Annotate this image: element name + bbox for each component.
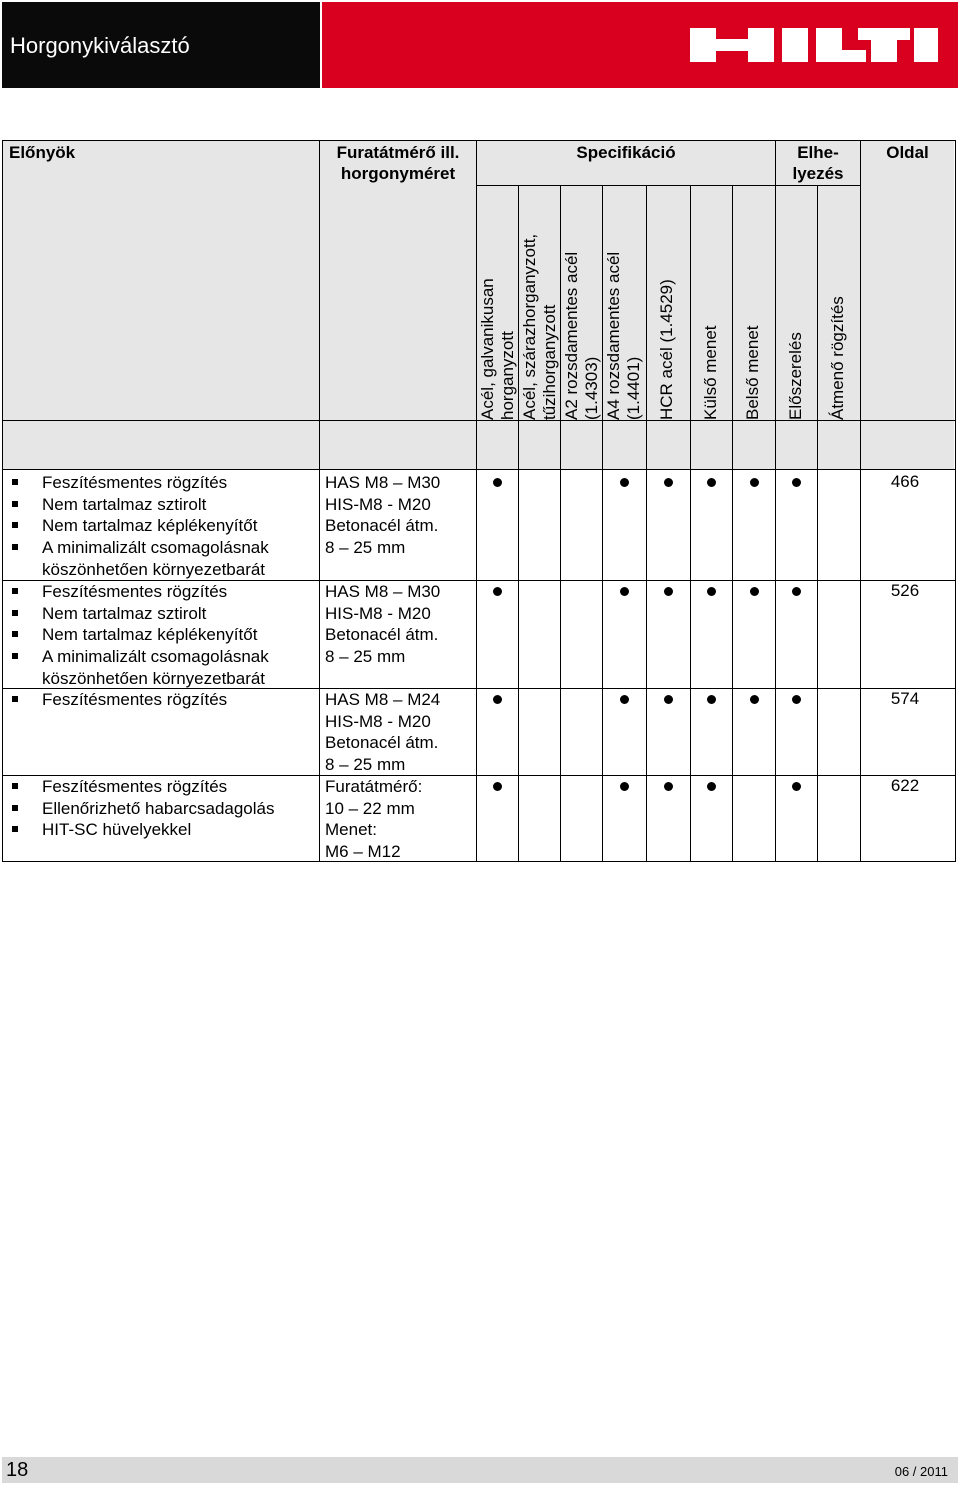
- column-header-line1: Acél, szárazhorganyzott,: [520, 233, 539, 420]
- header-benefits: Előnyök: [9, 143, 76, 162]
- size-spec-line: HIS-M8 - M20: [325, 494, 431, 514]
- column-header-7: [743, 326, 763, 421]
- header-placement: [776, 142, 860, 184]
- mark-dot: [493, 782, 502, 791]
- size-spec-line: HIS-M8 - M20: [325, 711, 431, 731]
- mark-dot: [493, 587, 502, 596]
- benefit-item: Feszítésmentes rögzítés: [8, 689, 313, 711]
- header-size-line2: horgonyméret: [340, 164, 456, 183]
- size-spec-line: HAS M8 – M24: [325, 690, 441, 709]
- grid-line: [732, 185, 733, 862]
- column-header-line2: horganyzott: [498, 331, 517, 420]
- header-size: [320, 142, 476, 184]
- column-header-line1: HCR acél (1.4529): [657, 279, 676, 420]
- mark-dot: [620, 695, 629, 704]
- benefit-item: HIT-SC hüvelyekkel: [8, 819, 313, 841]
- grid-line: [2, 420, 956, 421]
- benefit-item: Nem tartalmaz képlékenyítőt: [8, 515, 313, 537]
- header-size-line1: Furatátmérő ill.: [336, 143, 460, 162]
- mark-dot: [707, 478, 716, 487]
- mark-dot: [792, 695, 801, 704]
- size-spec-line: 8 – 25 mm: [325, 755, 406, 775]
- grid-line: [476, 140, 477, 862]
- header-spec: Specifikáció: [576, 143, 676, 162]
- benefit-item: Nem tartalmaz képlékenyítőt: [8, 624, 313, 646]
- size-spec-line: Betonacél átm.: [325, 733, 439, 753]
- mark-dot: [493, 695, 502, 704]
- mark-dot: [664, 695, 673, 704]
- grid-line: [2, 861, 956, 862]
- footer-page-number: 18: [6, 1459, 29, 1481]
- benefit-item: köszönhetően környezetbarát: [42, 559, 266, 579]
- column-header-line2: (1.4303): [582, 356, 601, 420]
- page-reference: 574: [890, 689, 920, 708]
- mark-dot: [707, 695, 716, 704]
- mark-dot: [792, 587, 801, 596]
- header-page: Oldal: [886, 143, 929, 162]
- benefit-item: Feszítésmentes rögzítés: [8, 581, 313, 603]
- grid-line: [817, 185, 818, 862]
- grid-line: [775, 140, 776, 862]
- size-spec-line: Betonacél átm.: [325, 625, 439, 645]
- column-header-line1: Acél, galvanikusan: [478, 278, 497, 420]
- grid-line: [690, 185, 691, 862]
- mark-dot: [664, 587, 673, 596]
- column-header-3: [562, 252, 602, 420]
- table-spacer-row: [3, 421, 954, 469]
- grid-line: [319, 140, 320, 862]
- benefits-list: [8, 776, 313, 841]
- size-spec-line: 8 – 25 mm: [325, 538, 406, 558]
- column-header-line1: A2 rozsdamentes acél: [562, 251, 581, 420]
- grid-line: [560, 185, 561, 862]
- size-spec-line: Betonacél átm.: [325, 516, 439, 536]
- size-spec-line: HAS M8 – M30: [325, 582, 441, 601]
- footer-date: 06 / 2011: [894, 1464, 948, 1479]
- page-title: Horgonykiválasztó: [10, 33, 190, 58]
- size-spec-line: M6 – M12: [325, 842, 401, 862]
- benefit-item: A minimalizált csomagolásnak: [8, 537, 313, 559]
- benefits-list: [8, 472, 313, 581]
- page-reference: 466: [890, 472, 920, 491]
- mark-dot: [664, 782, 673, 791]
- mark-dot: [620, 587, 629, 596]
- mark-dot: [750, 587, 759, 596]
- benefit-item: Feszítésmentes rögzítés: [8, 776, 313, 798]
- column-header-6: [701, 326, 721, 421]
- mark-dot: [707, 782, 716, 791]
- mark-dot: [750, 478, 759, 487]
- page-reference: 622: [890, 776, 920, 795]
- column-header-4: [604, 252, 644, 420]
- benefit-item: A minimalizált csomagolásnak: [8, 646, 313, 668]
- grid-line: [2, 140, 956, 141]
- mark-dot: [792, 478, 801, 487]
- column-header-line1: Előszerelés: [786, 332, 805, 420]
- benefits-list: [8, 689, 313, 711]
- page-reference: 526: [890, 581, 920, 600]
- grid-line: [602, 185, 603, 862]
- mark-dot: [620, 782, 629, 791]
- size-spec: [325, 776, 475, 863]
- column-header-line1: Belső menet: [743, 325, 762, 420]
- column-header-8: [786, 332, 806, 420]
- size-spec-line: Furatátmérő:: [325, 777, 423, 796]
- mark-dot: [792, 782, 801, 791]
- mark-dot: [750, 695, 759, 704]
- mark-dot: [664, 478, 673, 487]
- benefit-item: Nem tartalmaz sztirolt: [8, 494, 313, 516]
- size-spec-line: HIS-M8 - M20: [325, 603, 431, 623]
- size-spec-line: Menet:: [325, 820, 377, 840]
- footer-bar: [2, 1457, 958, 1483]
- grid-line: [955, 140, 956, 862]
- size-spec: [325, 581, 475, 668]
- mark-dot: [620, 478, 629, 487]
- benefit-item: Nem tartalmaz sztirolt: [8, 603, 313, 625]
- size-spec-line: 10 – 22 mm: [325, 798, 415, 818]
- benefit-item: Feszítésmentes rögzítés: [8, 472, 313, 494]
- column-header-line2: (1.4401): [624, 356, 643, 420]
- benefits-list: [8, 581, 313, 690]
- column-header-line1: A4 rozsdamentes acél: [604, 251, 623, 420]
- hilti-logo-icon: [690, 26, 940, 64]
- column-header-5: [657, 279, 677, 420]
- grid-line: [860, 140, 861, 862]
- benefit-item: Ellenőrizhető habarcsadagolás: [8, 798, 313, 820]
- column-header-line2: tűzihorganyzott: [540, 304, 559, 420]
- column-header-line1: Külső menet: [701, 325, 720, 420]
- grid-line: [518, 185, 519, 862]
- column-header-2: [520, 234, 560, 420]
- mark-dot: [707, 587, 716, 596]
- grid-line: [646, 185, 647, 862]
- column-header-9: [828, 296, 848, 420]
- mark-dot: [493, 478, 502, 487]
- header-placement-line2: lyezés: [792, 164, 844, 183]
- column-header-1: [478, 278, 518, 420]
- size-spec: [325, 689, 475, 776]
- column-header-line1: Átmenő rögzítés: [828, 296, 847, 420]
- grid-line: [2, 140, 3, 862]
- header-placement-line1: Elhe-: [797, 143, 839, 162]
- grid-line: [2, 469, 956, 470]
- grid-line: [477, 185, 860, 186]
- size-spec-line: 8 – 25 mm: [325, 647, 406, 667]
- benefit-item: köszönhetően környezetbarát: [42, 668, 266, 688]
- size-spec: [325, 472, 475, 559]
- size-spec-line: HAS M8 – M30: [325, 473, 441, 492]
